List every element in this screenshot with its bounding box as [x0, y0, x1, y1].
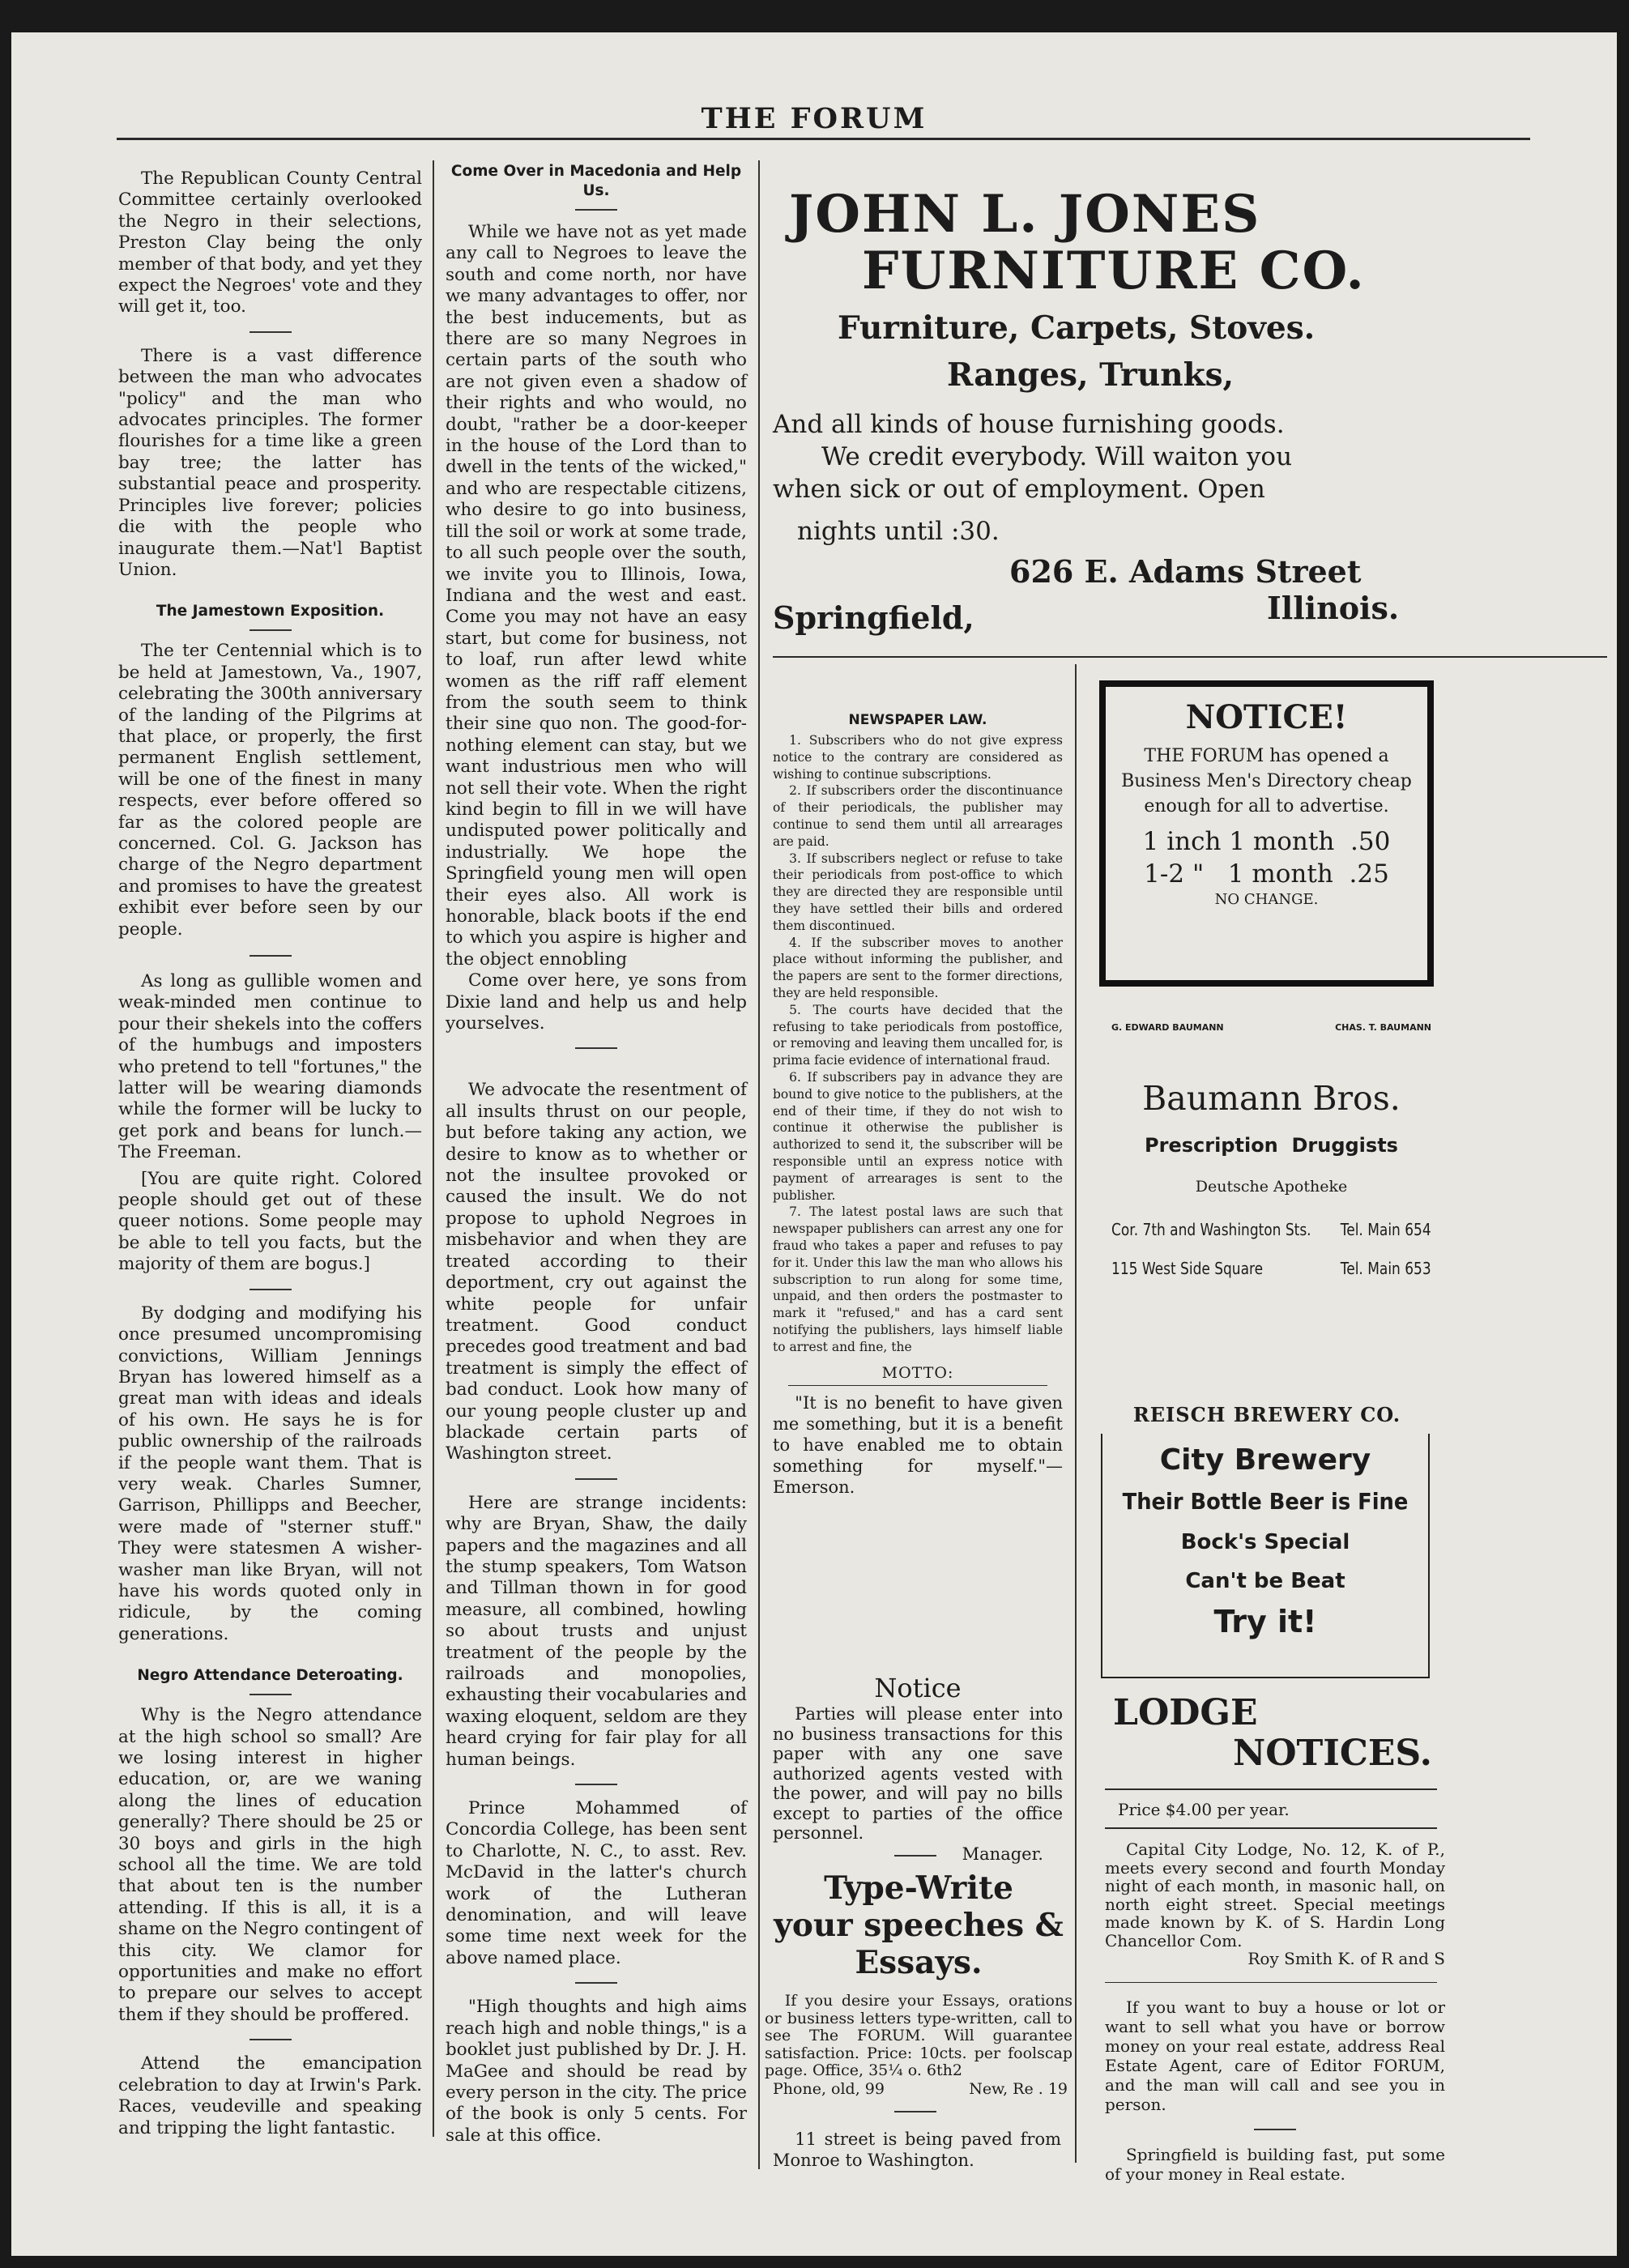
jones-ad-rule	[773, 656, 1607, 658]
baumann-title: Baumann Bros.	[1142, 1079, 1401, 1118]
newspaper-law-item: 5. The courts have decided that the refusing to take periodicals from postoffice, or removing and leaving them uncalled for, is prima facie evidence of international fraud.	[773, 1002, 1063, 1068]
baumann-tel-2: Tel. Main 653	[1341, 1259, 1431, 1278]
notice-parties-sign: Manager.	[962, 1844, 1043, 1864]
paving-notice: 11 street is being paved from Monroe to Washington.	[773, 2129, 1061, 2170]
typewrite-title-1: Type-Write	[824, 1869, 1013, 1907]
baumann-ad	[1111, 1022, 1431, 1286]
newspaper-law-item: 2. If subscribers order the discontinuance of their periodicals, the publisher may continue to send them until all arrearages are paid.	[773, 783, 1063, 849]
jones-ad-city: Springfield,	[773, 599, 974, 636]
reisch-line-2: Their Bottle Beer is Fine	[1122, 1488, 1409, 1515]
notice-directory-box	[1099, 680, 1434, 987]
jones-ad-name: JOHN L. JONES	[789, 184, 1261, 245]
heading-attendance: Negro Attendance Deteroating.	[137, 1667, 403, 1685]
article-jamestown: The ter Centennial which is to be held at Jamestown, Va., 1907, celebrating the 300th anniversary of the landing of the Pilgrims at that place, or properly, the first permanent English settlement, will be one of the finest in many respects, ever before offered so far as the colored people are concerned. Col. G. Jackson has charge of the Negro department and promises to have the greatest exhibit ever before seen by our people.	[118, 641, 422, 940]
lodge-notices	[1105, 1693, 1445, 2184]
newspaper-law-item: 3. If subscribers neglect or refuse to take their periodicals from post-office to which they are directed they are responsible until they have settled their bills and ordered them discontinued.	[773, 850, 1063, 933]
springfield-building-fast: Springfield is building fast, put some of your money in Real estate.	[1105, 2145, 1445, 2184]
newspaper-law-item: 4. If the subscriber moves to another place without informing the publisher, and the papers are sent to the former directions, they are held responsible.	[773, 935, 1063, 1000]
jones-ad-furniture: Furniture, Carpets, Stoves.	[838, 309, 1316, 347]
motto-title: MOTTO:	[881, 1364, 954, 1383]
jones-ad-goods: And all kinds of house furnishing goods.	[773, 410, 1285, 439]
column-divider-3	[1075, 664, 1077, 2163]
notice-directory-foot: NO CHANGE.	[1214, 891, 1319, 908]
newspaper-law-title: NEWSPAPER LAW.	[848, 712, 987, 728]
article-attendance: Why is the Negro attendance at the high school so small? Are we losing interest in higher education, or, are we waning along the lines of education generally? There should be 25 or 30 boys and girls in the high school all the time. We are told that about ten is the number attending. If this is all, it is a shame on the Negro contingent of this city. We clamor for opportunities and make no effort to prepare our selves to accept them if they should be proffered.	[118, 1705, 422, 2025]
typewrite-ad	[765, 1869, 1072, 2098]
typewrite-title-3: Essays.	[855, 1944, 983, 1981]
newspaper-law	[773, 711, 1063, 1498]
jones-ad-street: 626 E. Adams Street	[1009, 553, 1362, 590]
article-resentment: We advocate the resentment of all insults thrust on our people, but before taking any action, we desire to know as to whether or not the insultee provoked or caused the insult. We do not propose to uphold Negroes in misbehavior and when they are treated according to their deportment, cry out against the white people for unfair treatment. Good conduct precedes good treatment and bad treatment is simply the effect of bad conduct. Look how many of our young people cluster up and blackade certain parts of Washington street.	[446, 1080, 747, 1464]
typewrite-phone-new: New, Re . 19	[969, 2079, 1068, 2098]
typewrite-title-2: your speeches &	[774, 1907, 1064, 1944]
article-high-thoughts: "High thoughts and high aims reach high and noble things," is a booklet just published by Dr. J. H. MaGee and should be read by every person in the city. The price of the book is only 5 cents. For sale at this office.	[446, 1997, 747, 2146]
baumann-tel-1: Tel. Main 654	[1341, 1220, 1431, 1239]
article-editor-note: [You are quite right. Colored people should get out of these queer notions. Some people may be able to tell you facts, but the majority of them are bogus.]	[118, 1168, 422, 1275]
masthead: THE FORUM	[701, 102, 928, 135]
newspaper-law-item: 6. If subscribers pay in advance they are bound to give notice to the publishers, at the end of their time, if they do not wish to continue it otherwise the publisher is authorized to send it, the subscriber will be responsible until an express notice with payment of arrearages is sent to the publisher.	[773, 1069, 1063, 1203]
jones-ad-ranges: Ranges, Trunks,	[947, 356, 1235, 394]
newspaper-law-items	[773, 732, 1063, 1355]
column-2	[446, 162, 747, 2146]
newspaper-law-item: 1. Subscribers who do not give express notice to the contrary are considered as wishing to continue subscriptions.	[773, 733, 1063, 782]
lodge-body: Capital City Lodge, No. 12, K. of P., meets every second and fourth Monday night of each month, in masonic hall, on north eight street. Special meetings made known by K. of S. Hardin Long Chancellor Com.	[1105, 1840, 1445, 1950]
article-macedonia: While we have not as yet made any call to Negroes to leave the south and come north, nor have we many advantages to offer, nor the best inducements, but as there are so many Negroes in certain parts of the south who are not given even a shadow of their rights and who would, no doubt, "rather be a door-keeper in the house of the Lord than to dwell in the tents of the wicked," and who are respectable citizens, who desire to go into business, till the soil or work at some trade, to all such people over the south, we invite you to Illinois, Iowa, Indiana and the west and east. Come you may not have an easy start, but come for business, not to loaf, run after lewd white women as the riff raff element from the south seem to think their sine quo non. The good-for-nothing element can stay, but we want industrious men who will not sell their vote. When the right kind begin to fill in we will have undisputed power politically and industrially. We hope the Springfield young men will open their eyes also. All work is honorable, black boots if the end to which you aspire is higher and the object ennobling	[446, 222, 747, 970]
column-1	[118, 168, 422, 2139]
baumann-name-left: G. EDWARD BAUMANN	[1111, 1022, 1224, 1033]
article-prince-mohammed: Prince Mohammed of Concordia College, has been sent to Charlotte, N. C., to asst. Rev. McDavid in the latter's church work of the Lutheran denomination, and will leave some time next week for the above named place.	[446, 1798, 747, 1968]
baumann-name-right: CHAS. T. BAUMANN	[1335, 1022, 1431, 1033]
reisch-line-1: City Brewery	[1159, 1443, 1371, 1477]
article-bryan: By dodging and modifying his once presumed uncompromising convictions, William Jennings Bryan has lowered himself as a great man with ideas and ideals of his own. He says he is for public ownership of the railroads if the people want them. That is very weak. Charles Sumner, Garrison, Phillipps and Beecher, were made of "sterner stuff." They were statesmen A wisher-washer man like Bryan, will not have his words quoted only in ridicule, by the coming generations.	[118, 1302, 422, 1644]
lodge-sign: Roy Smith K. of R and S	[1247, 1949, 1445, 1968]
notice-directory-rate-1: 1 inch 1 month .50	[1142, 827, 1391, 856]
heading-macedonia: Come Over in Macedonia and Help Us.	[450, 163, 742, 199]
baumann-addr-2: 115 West Side Square	[1111, 1259, 1264, 1278]
jones-ad-credit: We credit everybody. Will waiton you	[821, 442, 1293, 471]
newspaper-law-item: 7. The latest postal laws are such that newspaper publishers can arrest any one for fraud who takes a paper and refuses to pay for it. Under this law the man who allows his subscription to run along for some time, unpaid, and then orders the postmaster to mark it "refused," and has a card sent notifying the publishers, lays himself liable to arrest and fine, the	[773, 1204, 1063, 1354]
realestate-ad: If you want to buy a house or lot or want to sell what you have or borrow money on your real estate, address Real Estate Agent, care of Editor FORUM, and the man will call and see you in person.	[1105, 1997, 1445, 2114]
article-emancipation: Attend the emancipation celebration to day at Irwin's Park. Races, veudeville and speaking and tripping the light fantastic.	[118, 2053, 422, 2138]
typewrite-body: If you desire your Essays, orations or business letters type-written, call to see The FORUM. Will guarantee satisfaction. Price: 10cts. per foolscap page. Office, 35¼ o. 6th2	[765, 1992, 1072, 2079]
notice-parties	[773, 1672, 1063, 1865]
article-fortunes: As long as gullible women and weak-minded men continue to pour their shekels into the coffers of the humbugs and imposters who pretend to tell "fortunes," the latter will be wearing diamonds while the former will be lucky to get pork and beans for lunch.—The Freeman.	[118, 971, 422, 1163]
reisch-line-4: Can't be Beat	[1185, 1569, 1345, 1593]
article-committee: The Republican County Central Committee certainly overlooked the Negro in their selections, Preston Clay being the only member of that body, and yet they expect the Negroes' vote and they will get it, too.	[118, 168, 422, 318]
lodge-price: Price $4.00 per year.	[1118, 1800, 1290, 1819]
notice-directory-title: NOTICE!	[1185, 698, 1348, 736]
newspaper-page	[11, 32, 1617, 2256]
reisch-brewery-ad	[1101, 1434, 1430, 1678]
typewrite-phone-old: Phone, old, 99	[773, 2079, 885, 2098]
article-macedonia-closing: Come over here, ye sons from Dixie land and help us and help yourselves.	[446, 970, 747, 1034]
jones-ad-state: Illinois.	[1267, 590, 1400, 626]
jones-ad-employment: when sick or out of employment. Open	[773, 475, 1265, 504]
reisch-header: REISCH BREWERY CO.	[1132, 1403, 1401, 1426]
notice-parties-body: Parties will please enter into no business transactions for this paper with any one save authorized agents vested with the power, and will pay no bills except to parties of the office personnel.	[773, 1704, 1063, 1843]
jones-ad-hours: nights until :30.	[797, 517, 1000, 546]
jones-ad-company: FURNITURE CO.	[862, 241, 1366, 301]
reisch-line-5: Try it!	[1213, 1604, 1317, 1639]
notice-parties-title: Notice	[874, 1673, 962, 1703]
reisch-line-3: Bock's Special	[1180, 1530, 1350, 1554]
motto-quote: "It is no benefit to have given me something, but it is a benefit to have enabled me to obtain something for myself."—Emerson.	[773, 1393, 1063, 1498]
lodge-title-2: NOTICES.	[1233, 1733, 1432, 1774]
baumann-german: Deutsche Apotheke	[1195, 1178, 1348, 1196]
column-divider-1	[433, 160, 434, 2137]
baumann-subtitle: Prescription Druggists	[1145, 1134, 1398, 1157]
article-policy-principles: There is a vast difference between the man who advocates "policy" and the man who advocates principles. The former flourishes for a time like a green bay tree; the latter has substantial peace and prosperity. Principles live forever; policies die with the people who inaugurate them.—Nat'l Baptist Union.	[118, 345, 422, 580]
notice-directory-rate-2: 1-2 " 1 month .25	[1144, 859, 1389, 889]
column-divider-2	[758, 160, 760, 2169]
jones-furniture-ad	[773, 186, 1437, 638]
heading-jamestown: The Jamestown Exposition.	[156, 603, 385, 620]
masthead-rule	[117, 138, 1530, 140]
notice-directory-body: THE FORUM has opened a Business Men's Directory cheap enough for all to advertise.	[1121, 746, 1412, 816]
article-incidents: Here are strange incidents: why are Bryan, Shaw, the daily papers and the magazines and all the stump speakers, Tom Watson and Tillman thown in for good measure, all combined, howling so about trusts and unjust treatment of the people by the railroads and monopolies, exhausting their vocabularies and waxing eloquent, seldom are they heard crying for fair play for all human beings.	[446, 1492, 747, 1770]
baumann-addr-1: Cor. 7th and Washington Sts.	[1111, 1220, 1311, 1239]
lodge-title-1: LODGE	[1113, 1692, 1258, 1733]
